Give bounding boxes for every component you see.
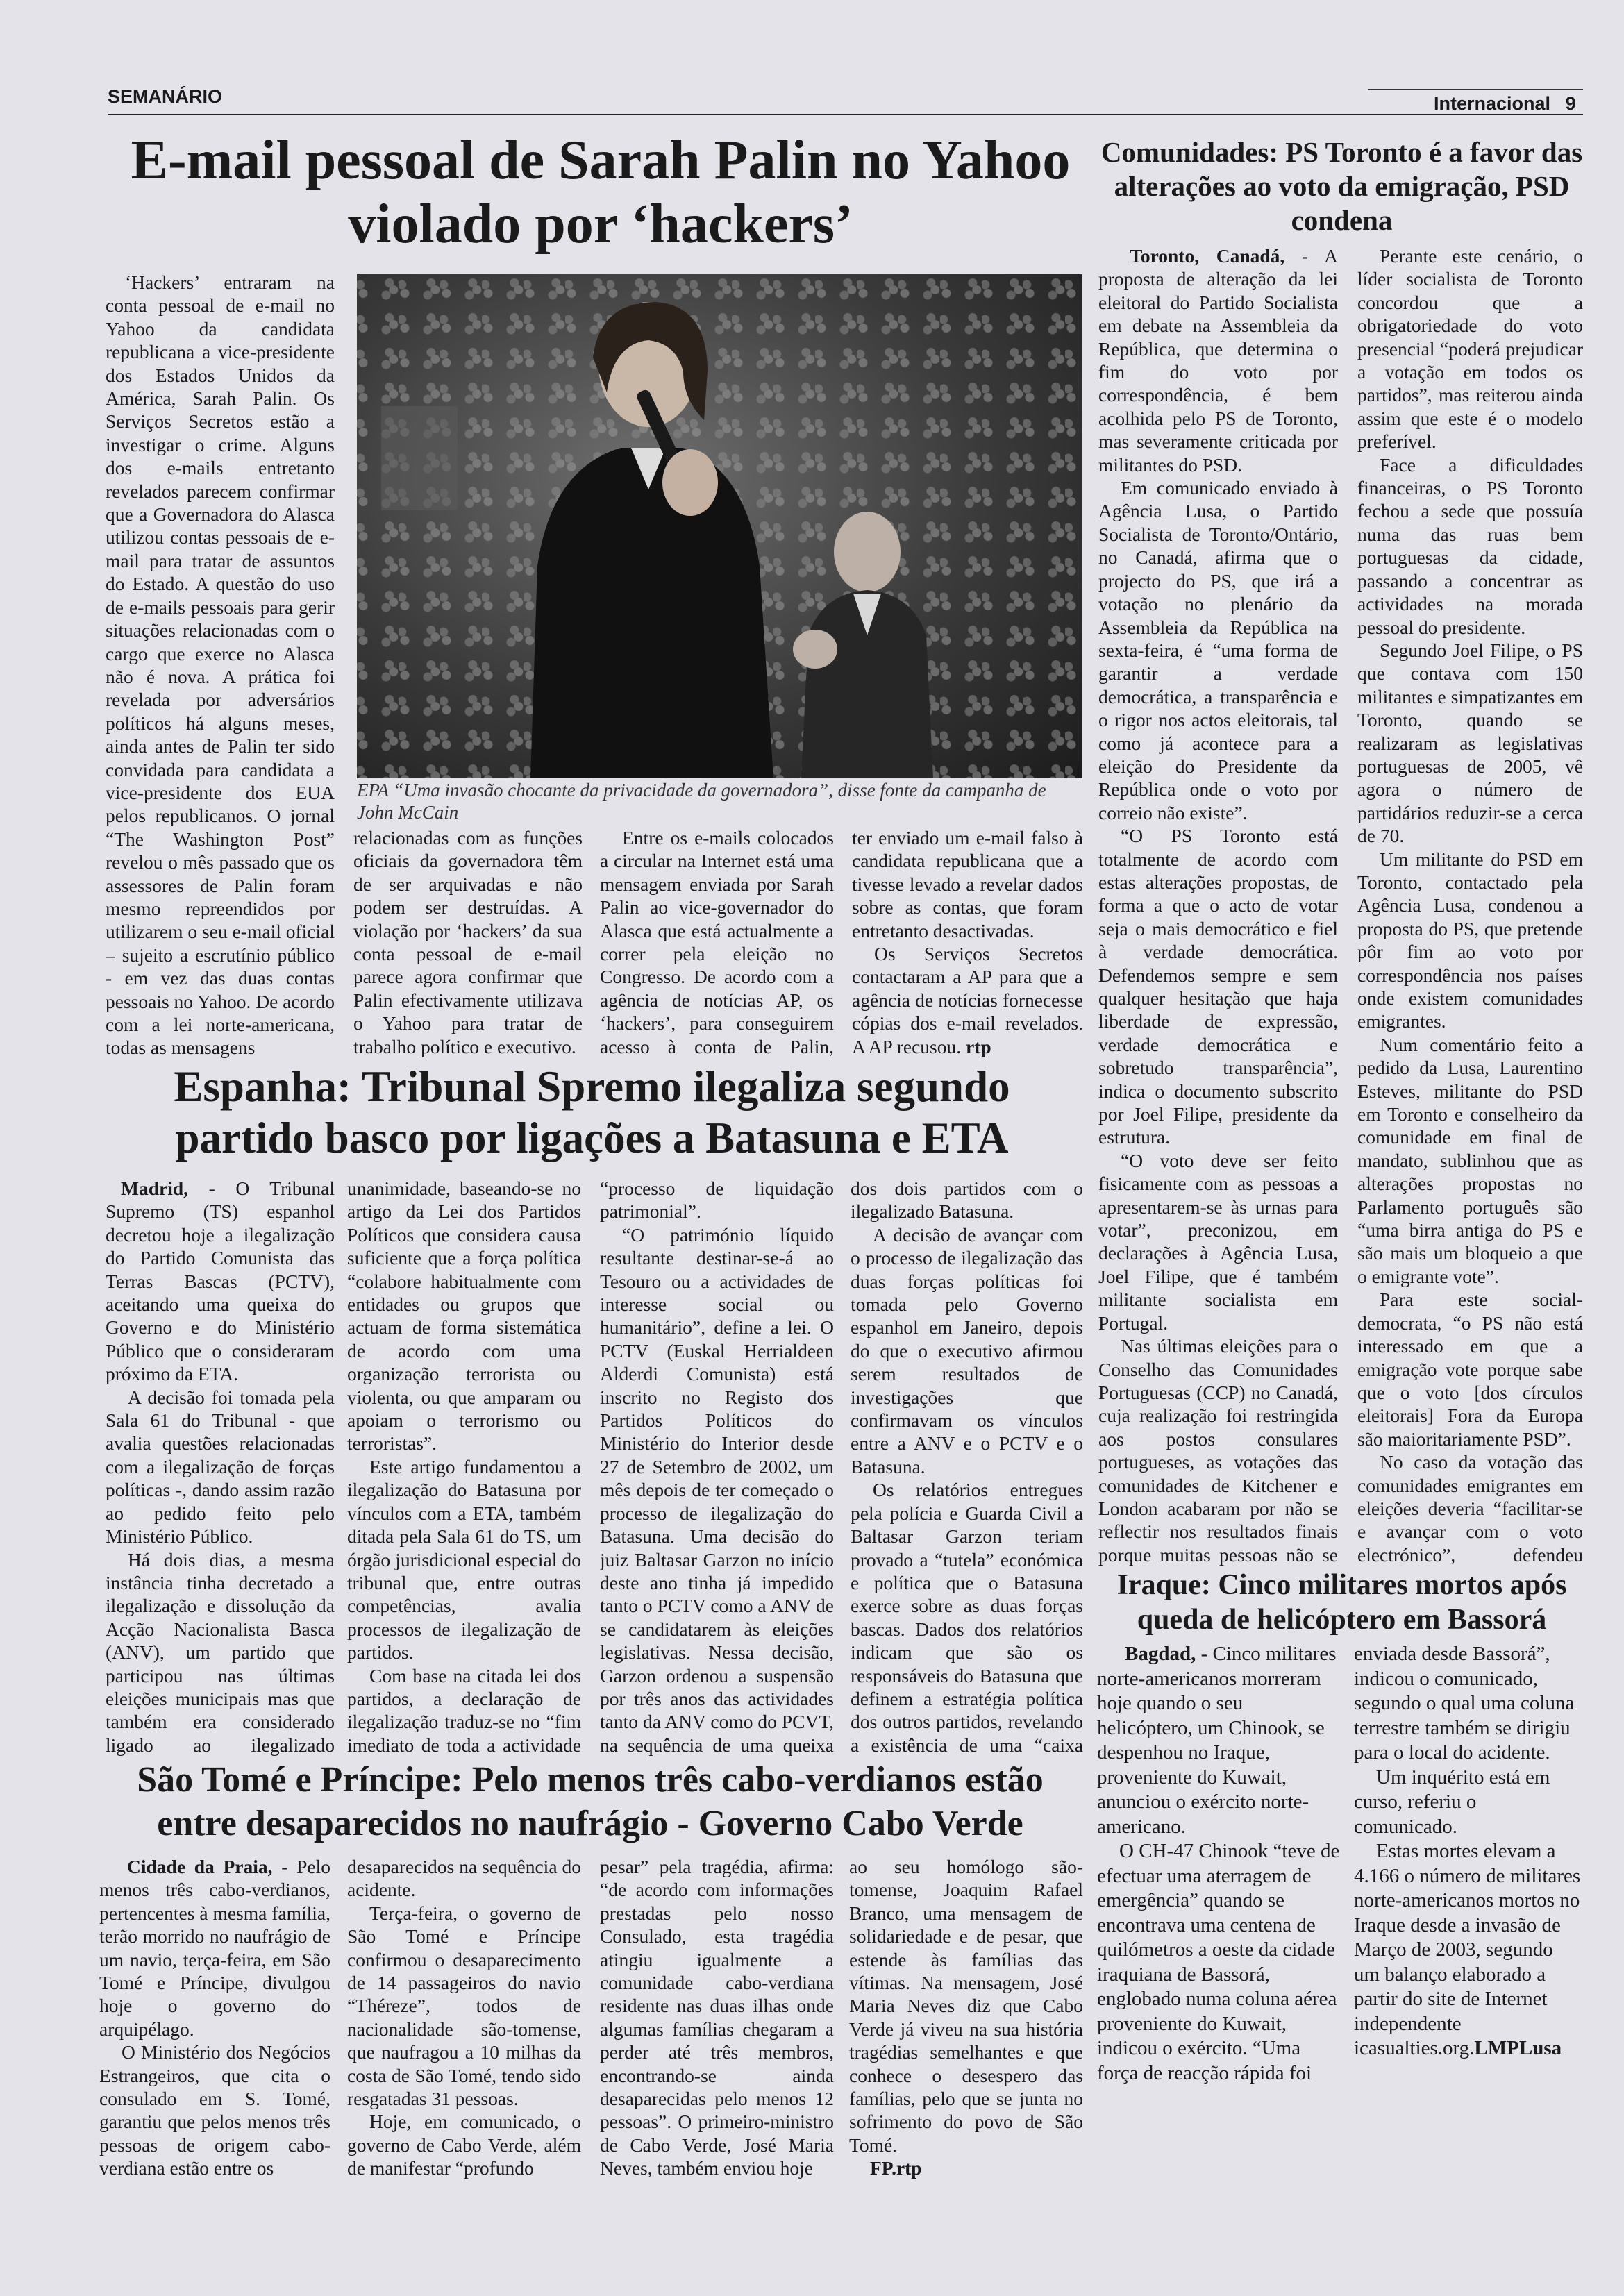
espanha-headline: Espanha: Tribunal Spremo ilegaliza segundo partido basco por ligações a Batasuna e ETA bbox=[174, 1062, 1010, 1162]
palin-col-4-text-a: ter enviado um e-mail falso à candidata republicana que a tivesse levado a revelar dados sobre as contas, que foram entretanto desactivadas. bbox=[852, 827, 1083, 941]
page-number: 9 bbox=[1565, 93, 1576, 114]
toronto-col-1 bbox=[1098, 244, 1338, 1567]
palin-photo bbox=[357, 274, 1082, 778]
saotome-col-1-text-2: O Ministério dos Negócios Estrangeiros, que cita o consulado em S. Tomé, garantiu que pelos menos três pessoas de origem cabo-verdiana estão entre os bbox=[99, 2041, 330, 2179]
espanha-col-1-text-3: Há dois dias, a mesma instância tinha decretado a ilegalização e dissolução da Acção Nacionalista Basca (ANV), um partido que participou nas últimas eleições municipais mas que também era considerado ligado ao ilegalizado bbox=[106, 1548, 335, 1756]
toronto-col-1-text-2: Em comunicado enviado à Agência Lusa, o Partido Socialista de Toronto/Ontário, no Canadá, afirma que o projecto do PS, que irá a votação no plenário da Assembleia da República na sexta-feira, é “uma forma de garantir a verdade democrática, a transparência e o rigor nos actos eleitorais, tal como já acontece para a eleição do Presidente da República onde o voto por correio não existe”. bbox=[1098, 477, 1338, 823]
saotome-col-4-text-1: ao seu homólogo são-tomense, Joaquim Rafael Branco, uma mensagem de solidariedade e de pesar, que estende às famílias das vítimas. Na mensagem, José Maria Neves diz que Cabo Verde já viveu na sua história tragédias semelhantes e que conhece o desespero das famílias, pelo que se junta no sofrimento do povo de São Tomé. bbox=[849, 1856, 1083, 2156]
espanha-col-1-text-1: - O Tribunal Supremo (TS) espanhol decretou hoje a ilegalização do Partido Comunista das Terras Bascas (PCTV), aceitando uma queixa do Governo e do Ministério Público que o consideraram próximo da ETA. bbox=[106, 1178, 335, 1385]
saotome-col-2-text-3: Hoje, em comunicado, o governo de Cabo Verde, além de manifestar “profundo bbox=[347, 2111, 581, 2179]
espanha-col-3-text-2: “O património líquido resultante destinar-se-á ao Tesouro ou a actividades de interesse social ou humanitário”, define a lei. O PCTV (Euskal Herrialdeen Alderdi Comunista) está inscrito no Registo dos Partidos Políticos do Ministério do Interior desde 27 de Setembro de 2002, um mês depois de ter começado o processo de ilegalização do Batasuna. Uma decisão do juiz Baltasar Garzon no início deste ano tinha já impedido tanto o PCTV como a ANV de se candidatarem às eleições legislativas. Nessa decisão, Garzon ordenou a suspensão por três anos das actividades tanto da ANV como do PCVT, na sequência de uma queixa bbox=[600, 1223, 834, 1756]
palin-photo-caption: EPA “Uma invasão chocante da privacidade da governadora”, disse fonte da campanha de John McCain bbox=[357, 780, 1046, 823]
toronto-col-2-text-7 bbox=[1357, 1450, 1583, 1567]
palin-headline: E-mail pessoal de Sarah Palin no Yahoo violado por ‘hackers’ bbox=[131, 130, 1071, 255]
saotome-col-3-text-1: pesar” pela tragédia, afirma: “de acordo com informações prestadas pelo nosso Consulado, esta tragédia atingiu igualmente a comunidade cabo-verdiana residente nas duas ilhas onde algumas famílias chegaram a perder até três membros, encontrando-se ainda desaparecidas pelo menos 12 pessoas”. O primeiro-ministro de Cabo Verde, José Maria Neves, também enviou hoje bbox=[600, 1856, 834, 2179]
iraque-signature: LMPLusa bbox=[1474, 2037, 1562, 2059]
iraque-col-1-text-1: - Cinco militares norte-americanos morreram hoje quando o seu helicóptero, um Chinook, se despenhou no Iraque, proveniente do Kuwait, anunciou o exército norte-americano. bbox=[1097, 1643, 1337, 1838]
toronto-col-1-p1 bbox=[1098, 244, 1338, 476]
toronto-col-1-text-1: - A proposta de alteração da lei eleitoral do Partido Socialista em debate na Assembleia da República, que determina o fim do voto por correspondência, é bem acolhida pelo PS de Toronto, mas severamente criticada por militantes do PSD. bbox=[1098, 245, 1338, 476]
toronto-col-2-text-1: Perante este cenário, o líder socialista de Toronto concordou que a obrigatoriedade do voto presencial “poderá prejudicar a votação em todos os partidos”, mas reiterou ainda assim que este é o modelo preferível. bbox=[1357, 245, 1583, 453]
header-rule-short bbox=[1368, 89, 1583, 90]
saotome-col-2-text-2: Terça-feira, o governo de São Tomé e Príncipe confirmou o desaparecimento de 14 passageiros do navio “Théreze”, todos de nacionalidade são-tomense, que naufragou a 10 milhas da costa de São Tomé, tendo sido resgatadas 31 pessoas. bbox=[347, 1902, 581, 2110]
iraque-headline: Iraque: Cinco militares mortos após queda de helicóptero em Bassorá bbox=[1116, 1569, 1567, 1636]
iraque-col-2-text-3-body: Estas mortes elevam a 4.166 o número de militares norte-americanos mortos no Iraque desde a invasão de Março de 2003, segundo um balanço elaborado a partir do site de Internet independente icasualties.org. bbox=[1354, 1840, 1581, 2059]
toronto-col-2-text-6: Para este social-democrata, “o PS não está interessado em que a emigração vote porque sabe que o voto [dos círculos eleitorais] Fora da Europa são maioritariamente PSD”. bbox=[1357, 1289, 1583, 1450]
saotome-dateline: Cidade da Praia, bbox=[127, 1856, 273, 1877]
saotome-col-4 bbox=[849, 1855, 1083, 2188]
palin-col-4-text-b bbox=[852, 942, 1083, 1058]
espanha-col-2-text-2: Este artigo fundamentou a ilegalização do Batasuna por vínculos com a ETA, também ditada pela Sala 61 do TS, um órgão jurisdicional especial do tribunal que, entre outras competências, avalia processos de ilegalização de partidos. bbox=[347, 1455, 581, 1664]
section-name bbox=[1434, 93, 1576, 115]
espanha-col-4-text-2: A decisão de avançar com o processo de ilegalização das duas forças políticas foi tomada pelo Governo espanhol em Janeiro, depois do que o executivo afirmou serem resultados de investigações que confirmavam os vínculos entre a ANV e o PCTV e o Batasuna. bbox=[851, 1223, 1083, 1477]
saotome-col-1 bbox=[99, 1855, 330, 2188]
saotome-col-2 bbox=[347, 1855, 581, 2188]
section-label: Internacional bbox=[1434, 93, 1551, 114]
iraque-col-1-text-2: O CH-47 Chinook “teve de efectuar uma aterragem de emergência” quando se encontrava uma centena de quilómetros a oeste da cidade iraquiana de Bassorá, englobado numa coluna aérea proveniente do Kuwait, indicou o exército. “Uma força de reacção rápida foi bbox=[1097, 1840, 1340, 2084]
iraque-col-2 bbox=[1354, 1642, 1583, 2187]
palin-col-2 bbox=[353, 826, 583, 1059]
palin-col-4-text-b-body: Os Serviços Secretos contactaram a AP para que a agência de notícias fornecesse cópias dos e-mail revelados. A AP recusou. bbox=[852, 943, 1083, 1057]
espanha-col-4-text-1: dos dois partidos com o ilegalizado Batasuna. bbox=[851, 1178, 1083, 1223]
toronto-col-1-text-4: “O voto deve ser feito fisicamente com as pessoas a apresentarem-se às urnas para votar”, preconizou, em declarações à Agência Lusa, Joel Filipe, que é também militante socialista em Portugal. bbox=[1098, 1149, 1338, 1334]
iraque-col-1 bbox=[1097, 1642, 1343, 2187]
palin-col-2-text: relacionadas com as funções oficiais da governadora têm de ser arquivadas e não podem ser destruídas. A violação por ‘hackers’ da sua conta pessoal de e-mail parece agora confirmar que Palin efectivamente utilizava o Yahoo para tratar de trabalho político e executivo. bbox=[353, 827, 583, 1057]
saotome-signature: FP.rtp bbox=[870, 2157, 922, 2179]
toronto-col-1-text-5: Nas últimas eleições para o Conselho das Comunidades Portuguesas (CCP) no Canadá, cuja realização foi restringida aos postos consulares portugueses, as votações das comunidades de Kitchener e London acabaram por não se reflectir nos resultados finais porque muitas pessoas não se bbox=[1098, 1335, 1338, 1566]
palin-col-3-text: Entre os e-mails colocados a circular na Internet está uma mensagem enviada por Sarah Palin ao vice-governador do Alasca que está actualmente a correr pela eleição no Congresso. De acordo com a agência de notícias AP, os ‘hackers’, para conseguirem acesso à conta de Palin, bbox=[600, 827, 834, 1057]
iraque-col-2-text-1: enviada desde Bassorá”, indicou o comunicado, segundo o qual uma coluna terrestre também se dirigiu para o local do acidente. bbox=[1354, 1643, 1575, 1763]
toronto-col-2 bbox=[1357, 244, 1583, 1567]
palin-col-1 bbox=[106, 271, 335, 1059]
iraque-col-2-text-2: Um inquérito está em curso, referiu o comunicado. bbox=[1354, 1766, 1550, 1838]
espanha-col-2-text-1: unanimidade, baseando-se no artigo da Lei dos Partidos Políticos que considera causa suficiente que a força política “colabore habitualmente com entidades ou grupos que actuam de forma sistemática de acordo com uma organização terrorista ou violenta, ou que amparam ou apoiam o terrorismo ou terroristas”. bbox=[347, 1178, 581, 1455]
espanha-col-1-text-2: A decisão foi tomada pela Sala 61 do Tribunal - que avalia questões relacionadas com a ilegalização de forças políticas -, dando assim razão ao pedido feito pelo Ministério Público. bbox=[106, 1386, 335, 1548]
toronto-col-2-text-3: Segundo Joel Filipe, o PS que contava com 150 militantes e simpatizantes em Toronto, quando se realizaram as legislativas portuguesas de 2005, vê agora o número de partidários reduzir-se a cerca de 70. bbox=[1357, 639, 1583, 847]
palin-col-4 bbox=[852, 826, 1083, 1059]
saotome-headline: São Tomé e Príncipe: Pelo menos três cabo-verdianos estão entre desaparecidos no naufrágio - Governo Cabo Verde bbox=[137, 1760, 1044, 1843]
espanha-col-4 bbox=[851, 1177, 1083, 1757]
toronto-col-2-text-5: Num comentário feito a pedido da Lusa, Laurentino Esteves, militante do PSD em Toronto e conselheiro da comunidade em final de mandato, sublinhou que as alterações propostas no Parlamento português são “uma birra antiga do PS e são mais um bloqueio a que o emigrante vote”. bbox=[1357, 1033, 1583, 1287]
espanha-col-4-text-3-body: Os relatórios entregues pela polícia e Guarda Civil a Baltasar Garzon teriam provado a “tutela” económica e política que o Batasuna exerce sobre as duas forças bascas. Dados dos relatórios indicam que são os responsáveis do Batasuna que definem a estratégia política dos outros partidos, revelando a existência de uma “caixa bbox=[851, 1479, 1083, 1756]
espanha-col-1 bbox=[106, 1177, 335, 1757]
iraque-dateline: Bagdad, bbox=[1125, 1643, 1196, 1665]
espanha-dateline: Madrid, bbox=[121, 1178, 189, 1199]
espanha-col-1-p1 bbox=[106, 1177, 335, 1386]
espanha-col-2 bbox=[347, 1177, 581, 1757]
espanha-col-3-text-1: “processo de liquidação patrimonial”. bbox=[600, 1178, 834, 1223]
espanha-col-4-text-3 bbox=[851, 1478, 1083, 1757]
iraque-col-1-p1 bbox=[1097, 1642, 1343, 1839]
palin-col-3 bbox=[600, 826, 834, 1059]
toronto-dateline: Toronto, Canadá, bbox=[1130, 245, 1285, 267]
toronto-headline: Comunidades: PS Toronto é a favor das alterações ao voto da emigração, PSD condena bbox=[1100, 136, 1583, 236]
iraque-col-2-text-3 bbox=[1354, 1839, 1583, 2061]
palin-col-1-text: ‘Hackers’ entraram na conta pessoal de e-mail no Yahoo da candidata republicana a vice-presidente dos Estados Unidos da América, Sarah Palin. Os Serviços Secretos estão a investigar o crime. Alguns dos e-mails entretanto revelados parecem confirmar que a Governadora do Alasca utilizou contas pessoais de e-mail para tratar de assuntos do Estado. A questão do uso de e-mails pessoais para gerir situações relacionadas com o cargo que exerce no Alasca não é nova. A prática foi revelada por adversários políticos há alguns meses, ainda antes de Palin ter sido convidada para candidata a vice-presidente dos EUA pelos republicanos. O jornal “The Washington Post” revelou o mês passado que os assessores de Palin foram mesmo repreendidos por utilizarem o seu e-mail oficial – sujeito a escrutínio público - em vez das duas contas pessoais no Yahoo. De acordo com a lei norte-americana, todas as mensagens bbox=[106, 271, 335, 1059]
toronto-col-1-text-3: “O PS Toronto está totalmente de acordo com estas alterações propostas, de forma a que o acto de votar seja o mais democrático e fiel à verdade democrática. Defendemos sempre e sem qualquer hesitação que haja liberdade de expressão, verdade democrática e sobretudo transparência”, indica o documento subscrito por Joel Filipe, presidente da estrutura. bbox=[1098, 825, 1338, 1148]
toronto-col-2-text-7-body: No caso da votação das comunidades emigrantes em eleições deveria “facilitar-se e avançar com o voto electrónico”, defendeu bbox=[1357, 1451, 1583, 1566]
publication-name: SEMANÁRIO bbox=[108, 86, 223, 107]
espanha-col-2-text-3: Com base na citada lei dos partidos, a declaração de ilegalização traduz-se no “fim imediato de toda a actividade bbox=[347, 1664, 581, 1756]
espanha-col-3 bbox=[600, 1177, 834, 1757]
toronto-col-2-text-4: Um militante do PSD em Toronto, contactado pela Agência Lusa, condenou a proposta do PS, que pretende pôr fim ao voto por correspondência nos países onde existem comunidades emigrantes. bbox=[1357, 848, 1583, 1032]
header-rule bbox=[108, 114, 1583, 115]
photo-illustration bbox=[357, 274, 1082, 778]
saotome-col-1-text-1: - Pelo menos três cabo-verdianos, pertencentes à mesma família, terão morrido no naufrágio de um navio, terça-feira, em São Tomé e Príncipe, divulgou hoje o governo do arquipélago. bbox=[99, 1856, 330, 2040]
saotome-col-2-text-1: desaparecidos na sequência do acidente. bbox=[347, 1856, 581, 1901]
palin-signature: rtp bbox=[965, 1035, 991, 1057]
saotome-col-1-p1 bbox=[99, 1855, 330, 2041]
toronto-col-2-text-2: Face a dificuldades financeiras, o PS Toronto fechou a sede que possuía numa das ruas bem portuguesas da cidade, passando a concentrar as actividades na morada pessoal do presidente. bbox=[1357, 453, 1583, 638]
saotome-col-3 bbox=[600, 1855, 834, 2188]
saotome-signature-line bbox=[849, 2156, 1083, 2179]
